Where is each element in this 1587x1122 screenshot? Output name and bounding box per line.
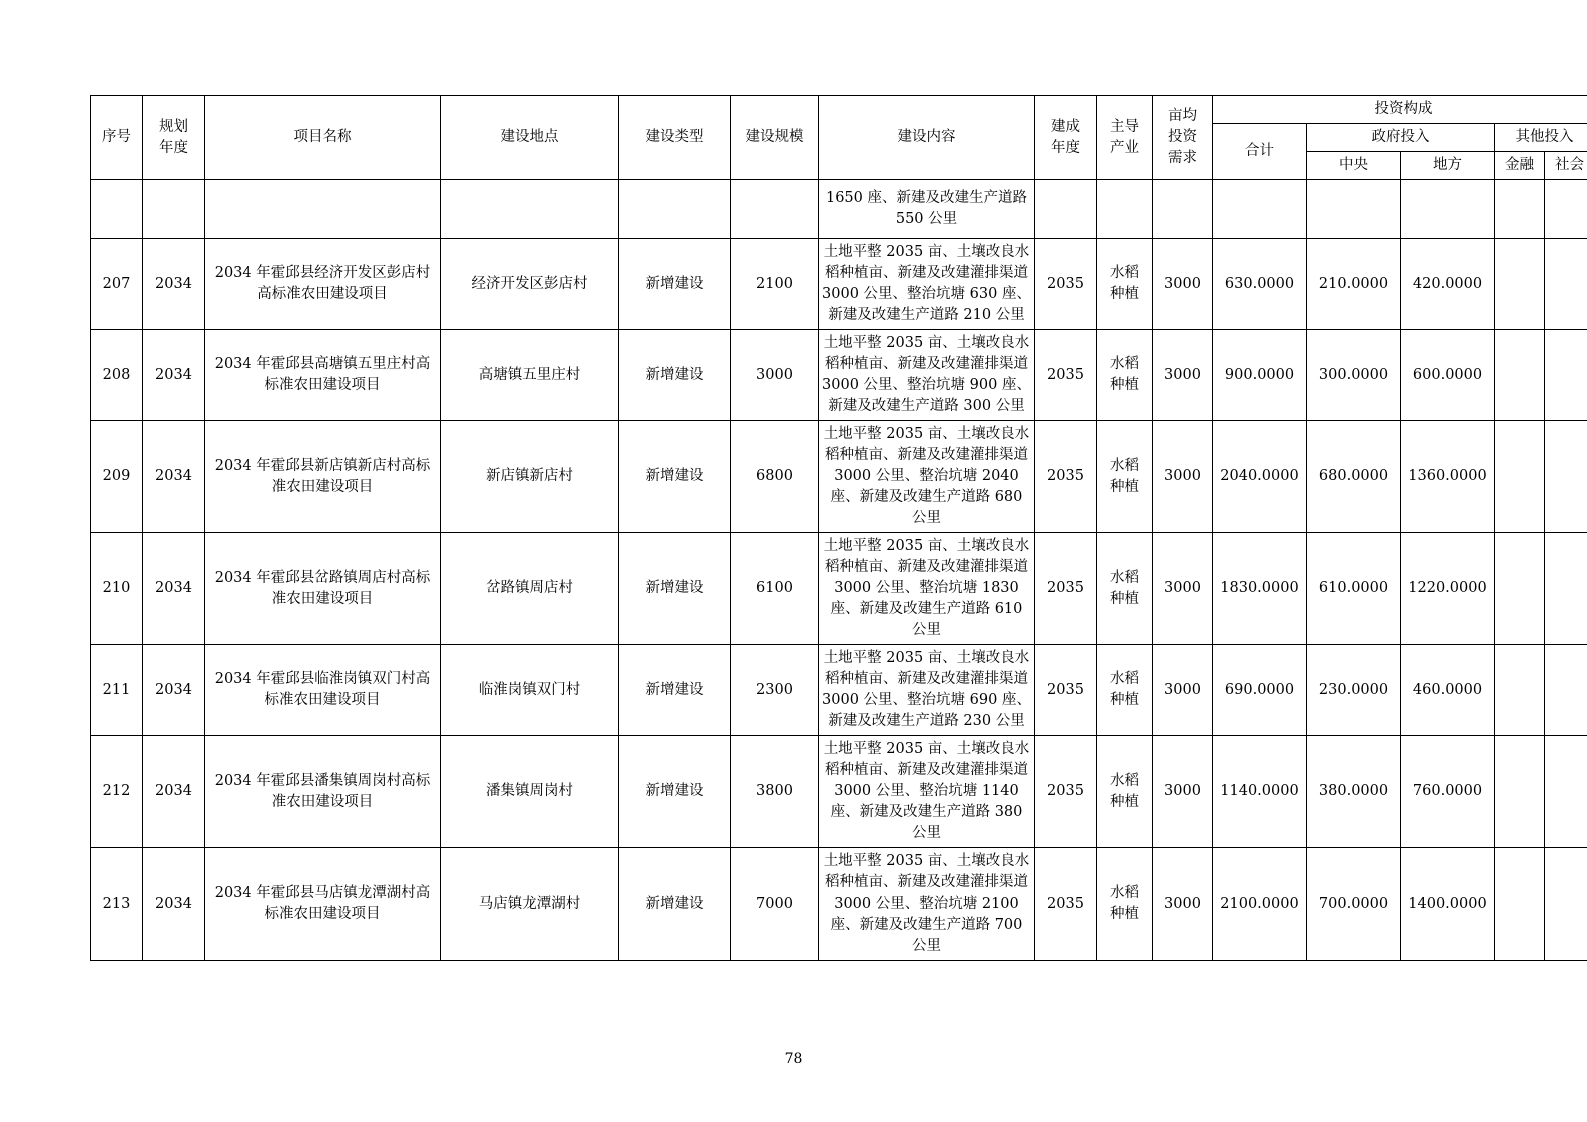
cell-build-content: 土地平整 2035 亩、土壤改良水稻种植亩、新建及改建灌排渠道 3000 公里、整治坑塘 1140 座、新建及改建生产道路 380 公里 [819, 736, 1035, 848]
cell-local: 1360.0000 [1401, 421, 1495, 533]
cell-done-year [1035, 180, 1097, 239]
cell-seq [91, 180, 143, 239]
cell-per-mu: 3000 [1153, 239, 1213, 330]
cell-project-name [205, 180, 441, 239]
cell-finance [1495, 239, 1545, 330]
cell-social [1545, 533, 1587, 645]
header-done-year-line1: 建成 [1051, 118, 1080, 135]
cell-plan-year [143, 180, 205, 239]
cell-location: 经济开发区彭店村 [441, 239, 619, 330]
cell-industry-line2: 种植 [1110, 478, 1139, 495]
cell-industry-line1: 水稻 [1110, 265, 1139, 282]
cell-industry-line2: 种植 [1110, 590, 1139, 607]
cell-per-mu [1153, 180, 1213, 239]
cell-industry-line1: 水稻 [1110, 457, 1139, 474]
cell-plan-year: 2034 [143, 848, 205, 960]
cell-seq: 211 [91, 645, 143, 736]
cell-finance [1495, 533, 1545, 645]
header-social: 社会 [1545, 152, 1587, 180]
table-header [91, 96, 1587, 180]
cell-local [1401, 180, 1495, 239]
cell-done-year: 2035 [1035, 239, 1097, 330]
header-done-year [1035, 96, 1097, 180]
cell-done-year: 2035 [1035, 330, 1097, 421]
cell-build-type: 新增建设 [619, 533, 731, 645]
cell-social [1545, 736, 1587, 848]
cell-project-name: 2034 年霍邱县潘集镇周岗村高标准农田建设项目 [205, 736, 441, 848]
header-per-mu-line2: 投资 [1168, 129, 1197, 146]
header-plan-year-line1: 规划 [159, 118, 188, 135]
cell-location: 新店镇新店村 [441, 421, 619, 533]
cell-location: 马店镇龙潭湖村 [441, 848, 619, 960]
cell-plan-year: 2034 [143, 645, 205, 736]
cell-total: 2100.0000 [1213, 848, 1307, 960]
cell-project-name: 2034 年霍邱县马店镇龙潭湖村高标准农田建设项目 [205, 848, 441, 960]
cell-industry-line2: 种植 [1110, 906, 1139, 922]
header-plan-year [143, 96, 205, 180]
header-build-scale: 建设规模 [731, 96, 819, 180]
cell-industry [1097, 533, 1153, 645]
cell-build-content: 土地平整 2035 亩、土壤改良水稻种植亩、新建及改建灌排渠道 3000 公里、整治坑塘 1830 座、新建及改建生产道路 610 公里 [819, 533, 1035, 645]
cell-local: 420.0000 [1401, 239, 1495, 330]
cell-build-scale: 3800 [731, 736, 819, 848]
table-row [91, 848, 1587, 960]
cell-seq: 210 [91, 533, 143, 645]
table-row [91, 239, 1587, 330]
cell-build-content: 土地平整 2035 亩、土壤改良水稻种植亩、新建及改建灌排渠道 3000 公里、整治坑塘 630 座、新建及改建生产道路 210 公里 [819, 239, 1035, 330]
cell-finance [1495, 645, 1545, 736]
cell-industry-line2: 种植 [1110, 286, 1139, 303]
cell-total [1213, 180, 1307, 239]
header-plan-year-line2: 年度 [159, 139, 188, 156]
cell-industry [1097, 330, 1153, 421]
header-per-mu-line3: 需求 [1168, 150, 1197, 167]
cell-total: 2040.0000 [1213, 421, 1307, 533]
cell-central: 380.0000 [1307, 736, 1401, 848]
cell-project-name: 2034 年霍邱县高塘镇五里庄村高标准农田建设项目 [205, 330, 441, 421]
cell-central: 300.0000 [1307, 330, 1401, 421]
header-location: 建设地点 [441, 96, 619, 180]
cell-industry [1097, 239, 1153, 330]
cell-finance [1495, 330, 1545, 421]
header-finance: 金融 [1495, 152, 1545, 180]
header-other-input: 其他投入 [1495, 124, 1587, 152]
high-standard-farmland-plan-table [90, 95, 1587, 961]
cell-build-scale: 3000 [731, 330, 819, 421]
cell-industry-line2: 种植 [1110, 793, 1139, 810]
cell-local: 460.0000 [1401, 645, 1495, 736]
cell-project-name: 2034 年霍邱县临淮岗镇双门村高标准农田建设项目 [205, 645, 441, 736]
cell-finance [1495, 421, 1545, 533]
header-project-name: 项目名称 [205, 96, 441, 180]
cell-per-mu: 3000 [1153, 645, 1213, 736]
header-investment-composition: 投资构成 [1213, 96, 1587, 124]
cell-industry-line1: 水稻 [1110, 356, 1139, 373]
cell-location: 高塘镇五里庄村 [441, 330, 619, 421]
cell-finance [1495, 848, 1545, 960]
cell-build-scale: 6100 [731, 533, 819, 645]
cell-build-type: 新增建设 [619, 239, 731, 330]
cell-central: 680.0000 [1307, 421, 1401, 533]
cell-build-content: 土地平整 2035 亩、土壤改良水稻种植亩、新建及改建灌排渠道 3000 公里、整治坑塘 2100 座、新建及改建生产道路 700 公里 [819, 848, 1035, 960]
cell-seq: 209 [91, 421, 143, 533]
cell-central [1307, 180, 1401, 239]
cell-total: 630.0000 [1213, 239, 1307, 330]
cell-central: 210.0000 [1307, 239, 1401, 330]
cell-total: 690.0000 [1213, 645, 1307, 736]
page-number: 78 [784, 1051, 803, 1067]
cell-industry [1097, 180, 1153, 239]
cell-done-year: 2035 [1035, 736, 1097, 848]
cell-industry [1097, 848, 1153, 960]
cell-build-scale: 6800 [731, 421, 819, 533]
cell-social [1545, 645, 1587, 736]
table-row [91, 330, 1587, 421]
cell-seq: 212 [91, 736, 143, 848]
cell-plan-year: 2034 [143, 421, 205, 533]
cell-industry [1097, 645, 1153, 736]
cell-project-name: 2034 年霍邱县岔路镇周店村高标准农田建设项目 [205, 533, 441, 645]
header-local: 地方 [1401, 152, 1495, 180]
cell-total: 1830.0000 [1213, 533, 1307, 645]
cell-build-type: 新增建设 [619, 645, 731, 736]
table-row [91, 421, 1587, 533]
cell-done-year: 2035 [1035, 533, 1097, 645]
table-row [91, 736, 1587, 848]
cell-finance [1495, 180, 1545, 239]
header-industry [1097, 96, 1153, 180]
cell-build-content: 土地平整 2035 亩、土壤改良水稻种植亩、新建及改建灌排渠道 3000 公里、整治坑塘 690 座、新建及改建生产道路 230 公里 [819, 645, 1035, 736]
cell-local: 600.0000 [1401, 330, 1495, 421]
cell-industry-line2: 种植 [1110, 377, 1139, 394]
cell-social [1545, 180, 1587, 239]
cell-per-mu: 3000 [1153, 533, 1213, 645]
table-row [91, 645, 1587, 736]
cell-seq: 208 [91, 330, 143, 421]
cell-per-mu: 3000 [1153, 330, 1213, 421]
cell-build-scale: 2100 [731, 239, 819, 330]
header-total: 合计 [1213, 124, 1307, 180]
header-per-mu-line1: 亩均 [1168, 108, 1197, 124]
cell-local: 1400.0000 [1401, 848, 1495, 960]
cell-local: 760.0000 [1401, 736, 1495, 848]
cell-industry-line1: 水稻 [1110, 884, 1139, 901]
cell-central: 700.0000 [1307, 848, 1401, 960]
cell-per-mu: 3000 [1153, 848, 1213, 960]
cell-local: 1220.0000 [1401, 533, 1495, 645]
cell-industry [1097, 736, 1153, 848]
header-per-mu-investment [1153, 96, 1213, 180]
cell-build-scale [731, 180, 819, 239]
cell-build-content: 1650 座、新建及改建生产道路 550 公里 [819, 180, 1035, 239]
cell-location: 临淮岗镇双门村 [441, 645, 619, 736]
cell-total: 900.0000 [1213, 330, 1307, 421]
header-industry-line1: 主导 [1110, 118, 1139, 135]
cell-location: 岔路镇周店村 [441, 533, 619, 645]
cell-build-type: 新增建设 [619, 736, 731, 848]
cell-central: 610.0000 [1307, 533, 1401, 645]
cell-build-type: 新增建设 [619, 421, 731, 533]
cell-social [1545, 848, 1587, 960]
header-build-type: 建设类型 [619, 96, 731, 180]
cell-build-content: 土地平整 2035 亩、土壤改良水稻种植亩、新建及改建灌排渠道 3000 公里、整治坑塘 900 座、新建及改建生产道路 300 公里 [819, 330, 1035, 421]
cell-project-name: 2034 年霍邱县经济开发区彭店村高标准农田建设项目 [205, 239, 441, 330]
cell-build-type [619, 180, 731, 239]
table-row [91, 180, 1587, 239]
cell-seq: 213 [91, 848, 143, 960]
cell-project-name: 2034 年霍邱县新店镇新店村高标准农田建设项目 [205, 421, 441, 533]
cell-build-scale: 2300 [731, 645, 819, 736]
cell-industry-line2: 种植 [1110, 692, 1139, 709]
header-central: 中央 [1307, 152, 1401, 180]
cell-per-mu: 3000 [1153, 421, 1213, 533]
table-row [91, 533, 1587, 645]
cell-plan-year: 2034 [143, 239, 205, 330]
cell-per-mu: 3000 [1153, 736, 1213, 848]
cell-location [441, 180, 619, 239]
header-build-content: 建设内容 [819, 96, 1035, 180]
cell-plan-year: 2034 [143, 330, 205, 421]
cell-central: 230.0000 [1307, 645, 1401, 736]
cell-plan-year: 2034 [143, 736, 205, 848]
cell-industry [1097, 421, 1153, 533]
cell-build-content: 土地平整 2035 亩、土壤改良水稻种植亩、新建及改建灌排渠道 3000 公里、整治坑塘 2040 座、新建及改建生产道路 680 公里 [819, 421, 1035, 533]
cell-finance [1495, 736, 1545, 848]
cell-done-year: 2035 [1035, 848, 1097, 960]
cell-social [1545, 421, 1587, 533]
cell-social [1545, 330, 1587, 421]
cell-social [1545, 239, 1587, 330]
cell-total: 1140.0000 [1213, 736, 1307, 848]
cell-done-year: 2035 [1035, 645, 1097, 736]
cell-industry-line1: 水稻 [1110, 772, 1139, 789]
cell-build-type: 新增建设 [619, 330, 731, 421]
cell-seq: 207 [91, 239, 143, 330]
cell-plan-year: 2034 [143, 533, 205, 645]
header-done-year-line2: 年度 [1051, 139, 1080, 156]
cell-done-year: 2035 [1035, 421, 1097, 533]
cell-industry-line1: 水稻 [1110, 569, 1139, 586]
header-seq: 序号 [91, 96, 143, 180]
cell-location: 潘集镇周岗村 [441, 736, 619, 848]
header-industry-line2: 产业 [1110, 139, 1139, 156]
table-body [91, 180, 1587, 961]
cell-industry-line1: 水稻 [1110, 671, 1139, 688]
header-government-input: 政府投入 [1307, 124, 1495, 152]
cell-build-type: 新增建设 [619, 848, 731, 960]
cell-build-scale: 7000 [731, 848, 819, 960]
